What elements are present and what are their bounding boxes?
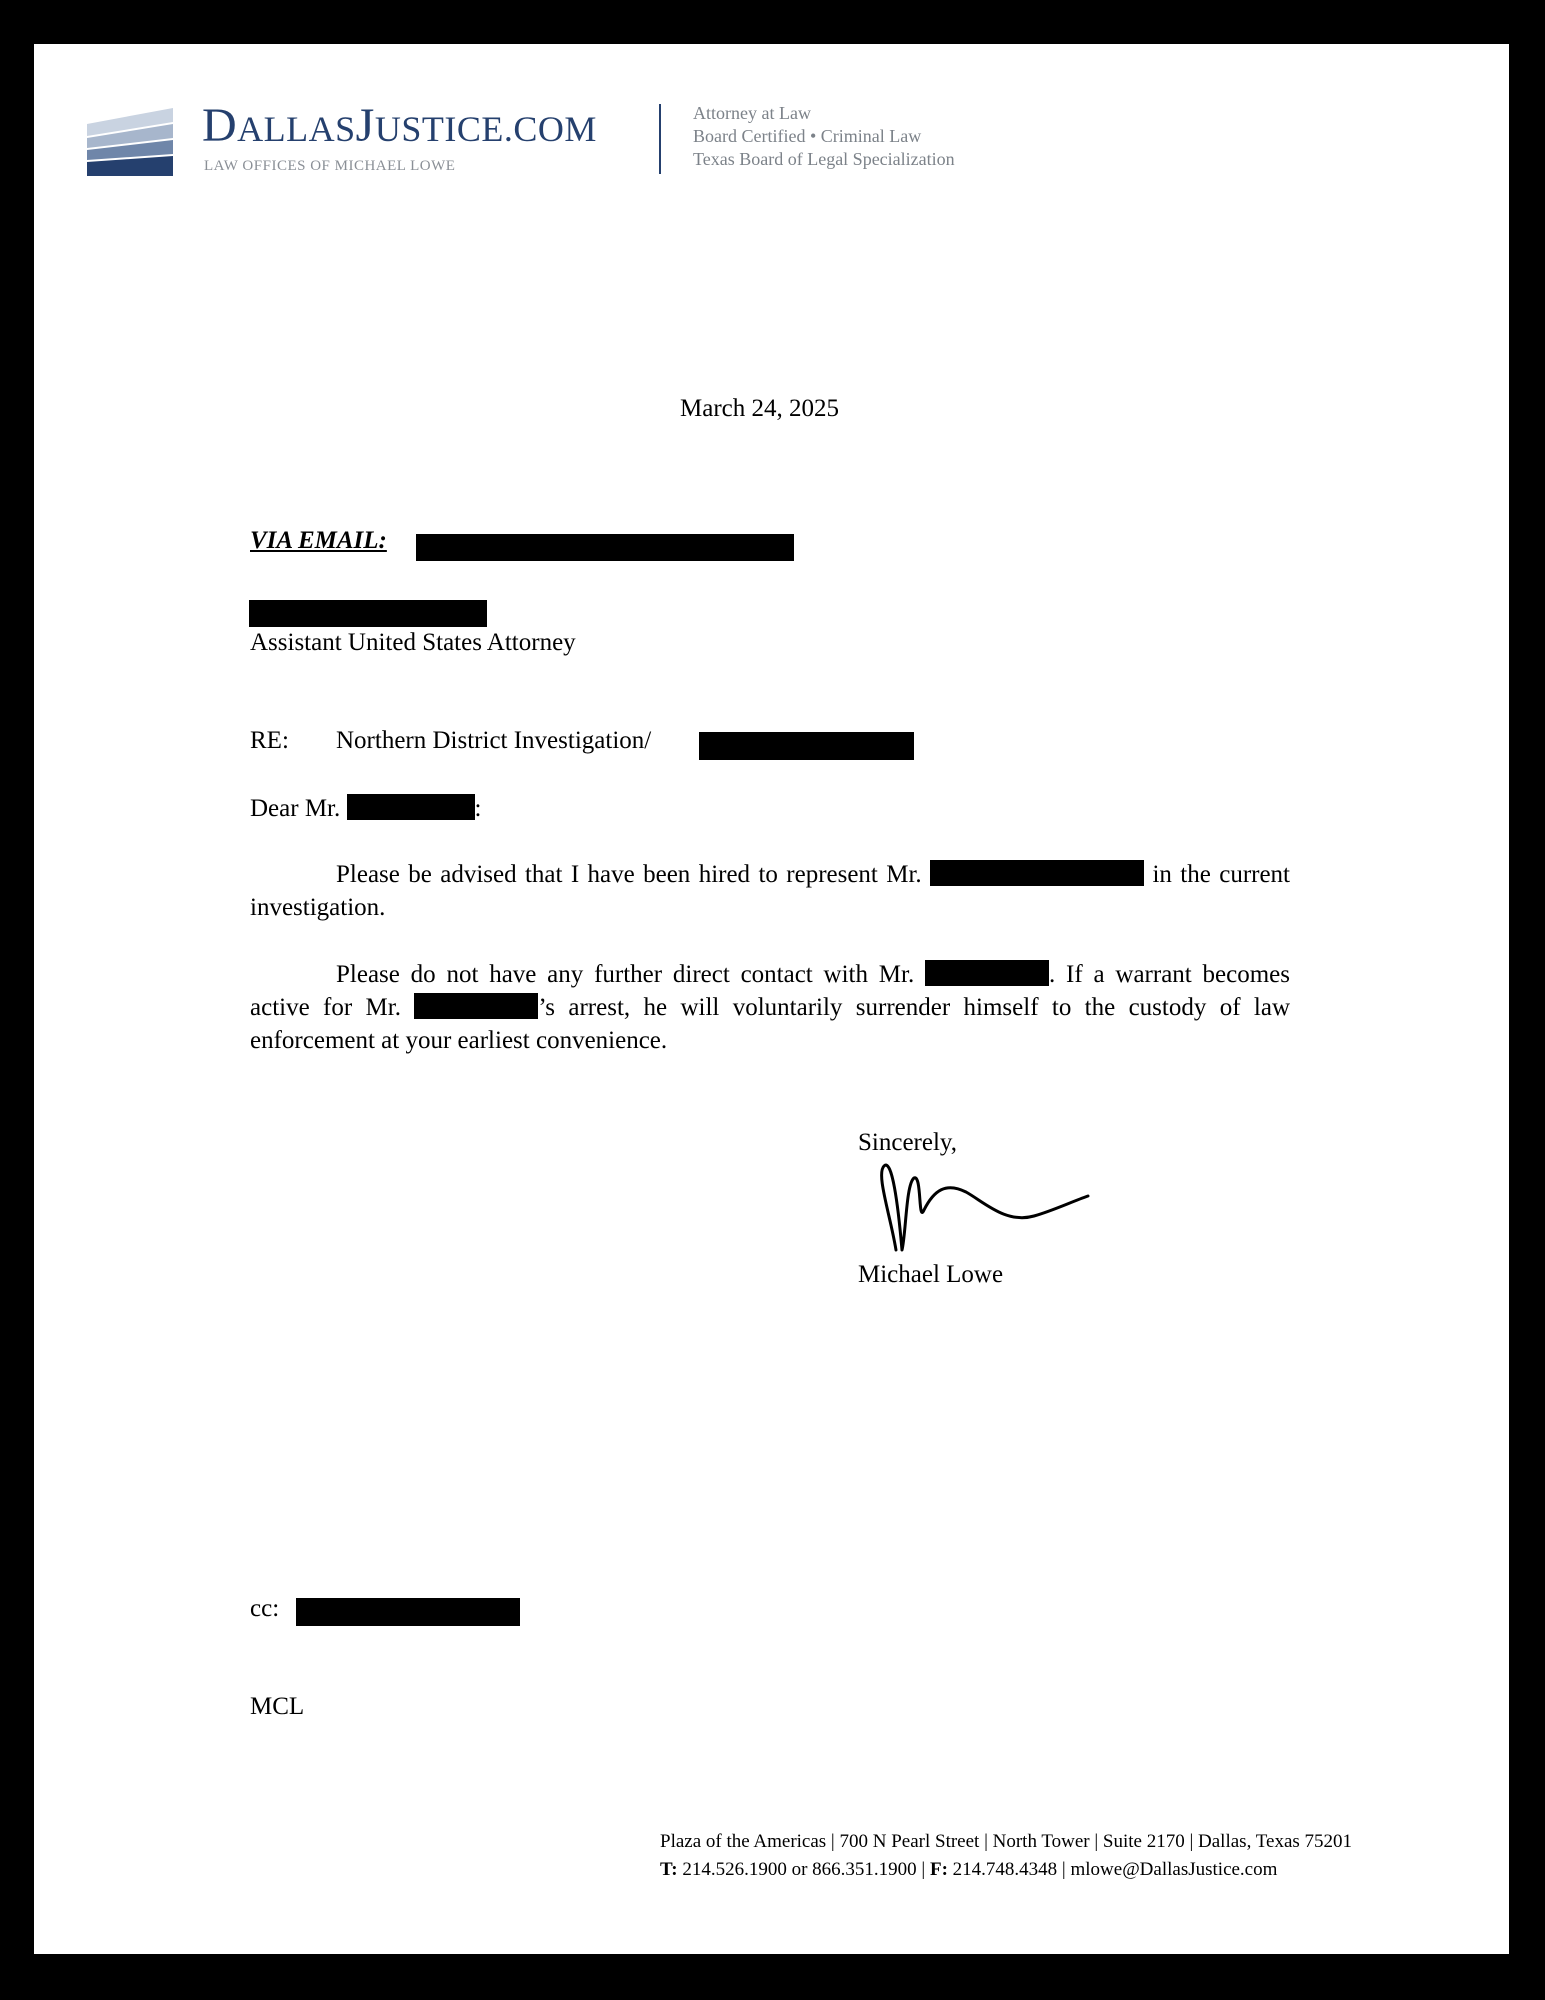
redaction-bar [249, 600, 487, 627]
firm-logo-icon [87, 106, 173, 176]
paragraph-text: ’s arrest, he will voluntarily surrender himself to the custody of law enforcement at your earliest convenience. [250, 994, 1290, 1054]
body-paragraph-1 [250, 858, 1290, 924]
letter-footer [660, 1828, 1352, 1884]
redaction-bar [416, 534, 794, 561]
fax-and-email: 214.748.4348 | mlowe@DallasJustice.com [947, 1859, 1278, 1880]
salutation-suffix: : [474, 795, 482, 822]
paragraph-text: in the current investigation. [250, 861, 1291, 921]
phone-label: T: [660, 1859, 678, 1880]
salutation-prefix: Dear Mr. [250, 795, 341, 822]
credential-line: Texas Board of Legal Specialization [693, 149, 955, 169]
re-subject: Northern District Investigation/ [336, 727, 652, 754]
paragraph-text: Please be advised that I have been hired to represent Mr. [336, 861, 922, 888]
letter-page [34, 44, 1509, 1954]
redaction-bar [296, 1598, 520, 1626]
letterhead-credentials [693, 102, 955, 171]
firm-name: DALLASJUSTICE.COM [202, 99, 597, 152]
via-email-label: VIA EMAIL: [250, 527, 387, 554]
redaction-bar [930, 860, 1144, 886]
re-label: RE: [250, 727, 289, 754]
cc-label: cc: [250, 1595, 280, 1622]
redaction-bar [925, 960, 1049, 986]
signature-image [866, 1154, 1096, 1260]
redaction-bar [414, 993, 538, 1019]
recipient-title: Assistant United States Attorney [250, 629, 576, 656]
typist-initials: MCL [250, 1693, 305, 1720]
paragraph-text: . If a warrant becomes active for Mr. [250, 961, 1290, 1021]
letterhead-divider [659, 104, 661, 174]
closing: Sincerely, [858, 1129, 958, 1156]
phone-numbers: 214.526.1900 or 866.351.1900 | [677, 1859, 930, 1880]
fax-label: F: [929, 1859, 948, 1880]
credential-line: Attorney at Law [693, 103, 811, 123]
firm-subtitle: LAW OFFICES OF MICHAEL LOWE [204, 158, 456, 174]
footer-contact [660, 1856, 1352, 1884]
letter-date: March 24, 2025 [680, 395, 839, 422]
paragraph-text: Please do not have any further direct contact with Mr. [336, 961, 915, 988]
signer-name: Michael Lowe [858, 1261, 1004, 1288]
salutation [250, 792, 481, 825]
footer-address: Plaza of the Americas | 700 N Pearl Street | North Tower | Suite 2170 | Dallas, Texas 75201 [660, 1831, 1353, 1852]
redaction-bar [699, 732, 914, 760]
redaction-bar [347, 794, 475, 820]
body-paragraph-2 [250, 958, 1290, 1057]
credential-line: Board Certified • Criminal Law [693, 126, 922, 146]
